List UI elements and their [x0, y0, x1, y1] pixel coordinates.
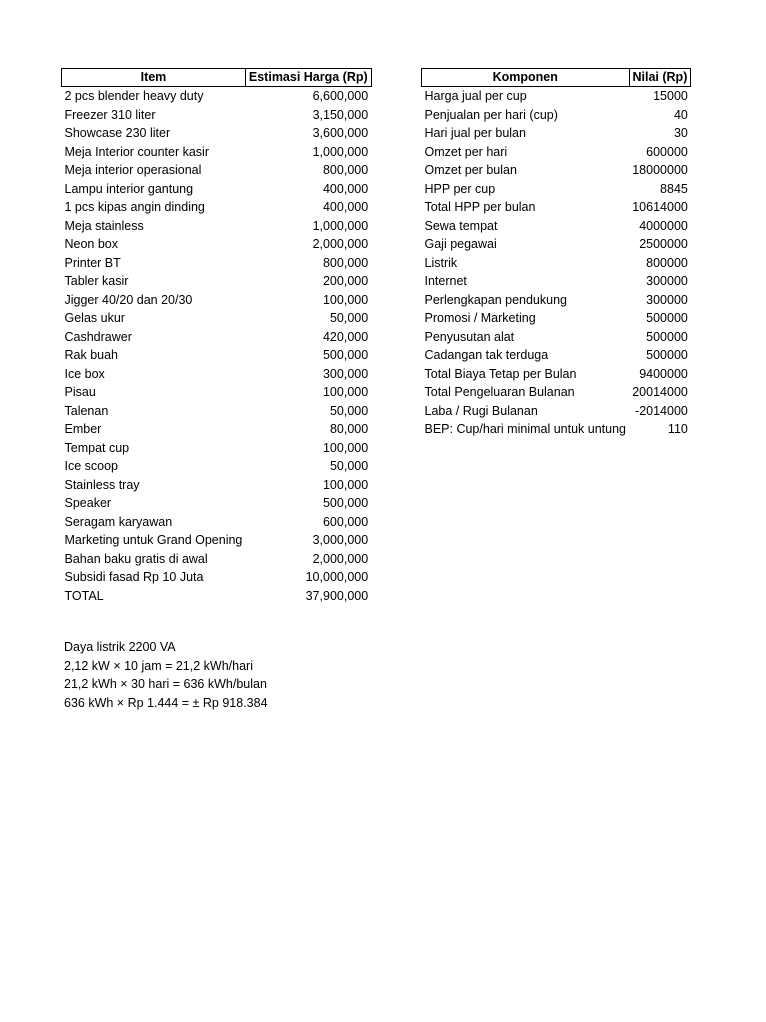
row-label: Neon box	[64, 237, 119, 251]
row-value: 50,000	[329, 403, 369, 418]
row-value: 300,000	[322, 366, 369, 381]
row-value: 3,000,000	[312, 533, 369, 547]
table-row	[62, 531, 372, 550]
row-label: 1 pcs kipas angin dinding	[64, 200, 205, 214]
table-row	[62, 235, 372, 254]
column-header-component: Komponen	[422, 69, 630, 87]
row-label: Bahan baku gratis di awal	[64, 551, 208, 566]
row-label: Meja stainless	[64, 218, 144, 233]
table-row	[62, 328, 372, 347]
row-label: Gaji pegawai	[424, 237, 497, 251]
table-row	[422, 254, 691, 273]
row-value: 400,000	[322, 181, 369, 196]
row-label: Stainless tray	[64, 477, 140, 492]
row-value: 30	[673, 126, 688, 140]
row-label: Promosi / Marketing	[424, 311, 536, 325]
table-row	[422, 143, 691, 162]
row-label: Jigger 40/20 dan 20/30	[64, 292, 193, 307]
business-component-table	[421, 68, 691, 439]
row-value: 100,000	[322, 292, 369, 307]
table-row	[62, 217, 372, 236]
row-value: 500,000	[322, 496, 369, 510]
table-row	[422, 106, 691, 125]
row-value: 420,000	[322, 329, 369, 344]
row-label: Omzet per hari	[424, 144, 508, 159]
table-row	[422, 180, 691, 199]
row-label: Internet	[424, 274, 467, 288]
row-value: 15000	[653, 89, 688, 103]
row-label: Total Biaya Tetap per Bulan	[424, 366, 577, 381]
row-label: Total HPP per bulan	[424, 200, 536, 214]
table-row	[62, 272, 372, 291]
table-header-row	[422, 69, 691, 87]
row-label: Meja Interior counter kasir	[64, 144, 210, 159]
row-label: HPP per cup	[424, 181, 496, 196]
table-row	[422, 161, 691, 180]
row-label: Rak buah	[64, 348, 119, 362]
table-row	[422, 217, 691, 236]
column-header-item: Item	[62, 69, 246, 87]
total-label: TOTAL	[64, 588, 104, 603]
row-value: -2014000	[635, 403, 688, 418]
row-label: Printer BT	[64, 255, 121, 270]
row-value: 600000	[646, 144, 688, 159]
row-value: 3,150,000	[312, 107, 369, 122]
table-row	[422, 291, 691, 310]
row-label: Ice scoop	[64, 459, 119, 473]
row-label: Ice box	[64, 366, 105, 381]
row-value: 200,000	[322, 274, 369, 288]
row-label: Penyusutan alat	[424, 329, 515, 344]
row-value: 300000	[646, 292, 688, 307]
row-value: 2,000,000	[312, 237, 369, 251]
table-row	[62, 513, 372, 532]
table-row	[62, 291, 372, 310]
row-value: 2500000	[639, 237, 688, 251]
table-row	[422, 272, 691, 291]
row-label: Hari jual per bulan	[424, 126, 526, 140]
row-value: 800000	[646, 255, 688, 270]
row-label: Freezer 310 liter	[64, 107, 156, 122]
table-row	[62, 457, 372, 476]
note-line: 636 kWh × Rp 1.444 = ± Rp 918.384	[64, 695, 268, 710]
row-value: 100,000	[322, 477, 369, 492]
row-value: 10,000,000	[305, 570, 369, 584]
row-label: Subsidi fasad Rp 10 Juta	[64, 570, 204, 584]
table-row	[422, 346, 691, 365]
row-value: 40	[673, 107, 688, 122]
row-value: 110	[667, 422, 688, 436]
row-value: 600,000	[322, 514, 369, 529]
table-row	[62, 476, 372, 495]
row-value: 8845	[660, 181, 688, 196]
table-header-row	[62, 69, 372, 87]
note-line: Daya listrik 2200 VA	[64, 640, 176, 654]
column-header-value: Nilai (Rp)	[629, 69, 691, 87]
row-label: Sewa tempat	[424, 218, 498, 233]
table-row	[62, 402, 372, 421]
row-label: Penjualan per hari (cup)	[424, 107, 558, 122]
row-label: Speaker	[64, 496, 112, 510]
table-row	[422, 87, 691, 106]
row-value: 6,600,000	[312, 89, 369, 103]
equipment-cost-table	[61, 68, 372, 605]
row-value: 18000000	[632, 163, 688, 177]
row-label: Tabler kasir	[64, 274, 129, 288]
row-label: Seragam karyawan	[64, 514, 173, 529]
row-value: 800,000	[322, 163, 369, 177]
table-row	[62, 550, 372, 569]
row-label: BEP: Cup/hari minimal untuk untung	[424, 422, 626, 436]
row-value: 4000000	[639, 218, 688, 233]
row-value: 80,000	[329, 422, 369, 436]
row-label: Marketing untuk Grand Opening	[64, 533, 243, 547]
table-row	[422, 309, 691, 328]
row-value: 800,000	[322, 255, 369, 270]
row-value: 1,000,000	[312, 144, 369, 159]
table-row	[62, 124, 372, 143]
total-value: 37,900,000	[305, 588, 369, 603]
total-row	[62, 587, 372, 606]
row-label: Cadangan tak terduga	[424, 348, 549, 362]
table-row	[422, 420, 691, 439]
row-label: Ember	[64, 422, 102, 436]
row-value: 500000	[646, 311, 688, 325]
table-row	[62, 198, 372, 217]
row-value: 20014000	[632, 385, 688, 399]
table-row	[422, 124, 691, 143]
row-label: Harga jual per cup	[424, 89, 527, 103]
row-label: Cashdrawer	[64, 329, 132, 344]
row-label: Meja interior operasional	[64, 163, 202, 177]
table-row	[62, 161, 372, 180]
table-row	[62, 143, 372, 162]
row-label: Gelas ukur	[64, 311, 125, 325]
row-value: 3,600,000	[312, 126, 369, 140]
table-row	[422, 328, 691, 347]
row-value: 50,000	[329, 459, 369, 473]
row-label: 2 pcs blender heavy duty	[64, 89, 204, 103]
note-line: 21,2 kWh × 30 hari = 636 kWh/bulan	[64, 677, 267, 691]
table-row	[422, 383, 691, 402]
row-value: 400,000	[322, 200, 369, 214]
row-value: 500,000	[322, 348, 369, 362]
row-value: 100,000	[322, 440, 369, 455]
column-header-price: Estimasi Harga (Rp)	[245, 69, 371, 87]
row-label: Tempat cup	[64, 440, 130, 455]
row-value: 500000	[646, 348, 688, 362]
table-row	[62, 420, 372, 439]
row-value: 50,000	[329, 311, 369, 325]
row-label: Laba / Rugi Bulanan	[424, 403, 538, 418]
row-label: Lampu interior gantung	[64, 181, 194, 196]
table-row	[422, 365, 691, 384]
row-value: 10614000	[632, 200, 688, 214]
table-row	[62, 568, 372, 587]
row-label: Perlengkapan pendukung	[424, 292, 567, 307]
row-value: 300000	[646, 274, 688, 288]
row-value: 2,000,000	[312, 551, 369, 566]
table-row	[62, 494, 372, 513]
note-line: 2,12 kW × 10 jam = 21,2 kWh/hari	[64, 658, 253, 673]
table-row	[62, 87, 372, 106]
row-label: Pisau	[64, 385, 96, 399]
table-row	[62, 383, 372, 402]
row-label: Showcase 230 liter	[64, 126, 171, 140]
table-row	[422, 198, 691, 217]
row-label: Listrik	[424, 255, 458, 270]
table-row	[62, 254, 372, 273]
table-row	[62, 180, 372, 199]
row-value: 9400000	[639, 366, 688, 381]
row-label: Omzet per bulan	[424, 163, 517, 177]
row-value: 500000	[646, 329, 688, 344]
table-row	[62, 365, 372, 384]
table-row	[62, 346, 372, 365]
row-label: Total Pengeluaran Bulanan	[424, 385, 575, 399]
table-row	[62, 309, 372, 328]
table-row	[62, 439, 372, 458]
table-row	[62, 106, 372, 125]
row-value: 1,000,000	[312, 218, 369, 233]
row-value: 100,000	[322, 385, 369, 399]
table-row	[422, 402, 691, 421]
table-row	[422, 235, 691, 254]
row-label: Talenan	[64, 403, 109, 418]
electricity-notes	[64, 638, 268, 712]
